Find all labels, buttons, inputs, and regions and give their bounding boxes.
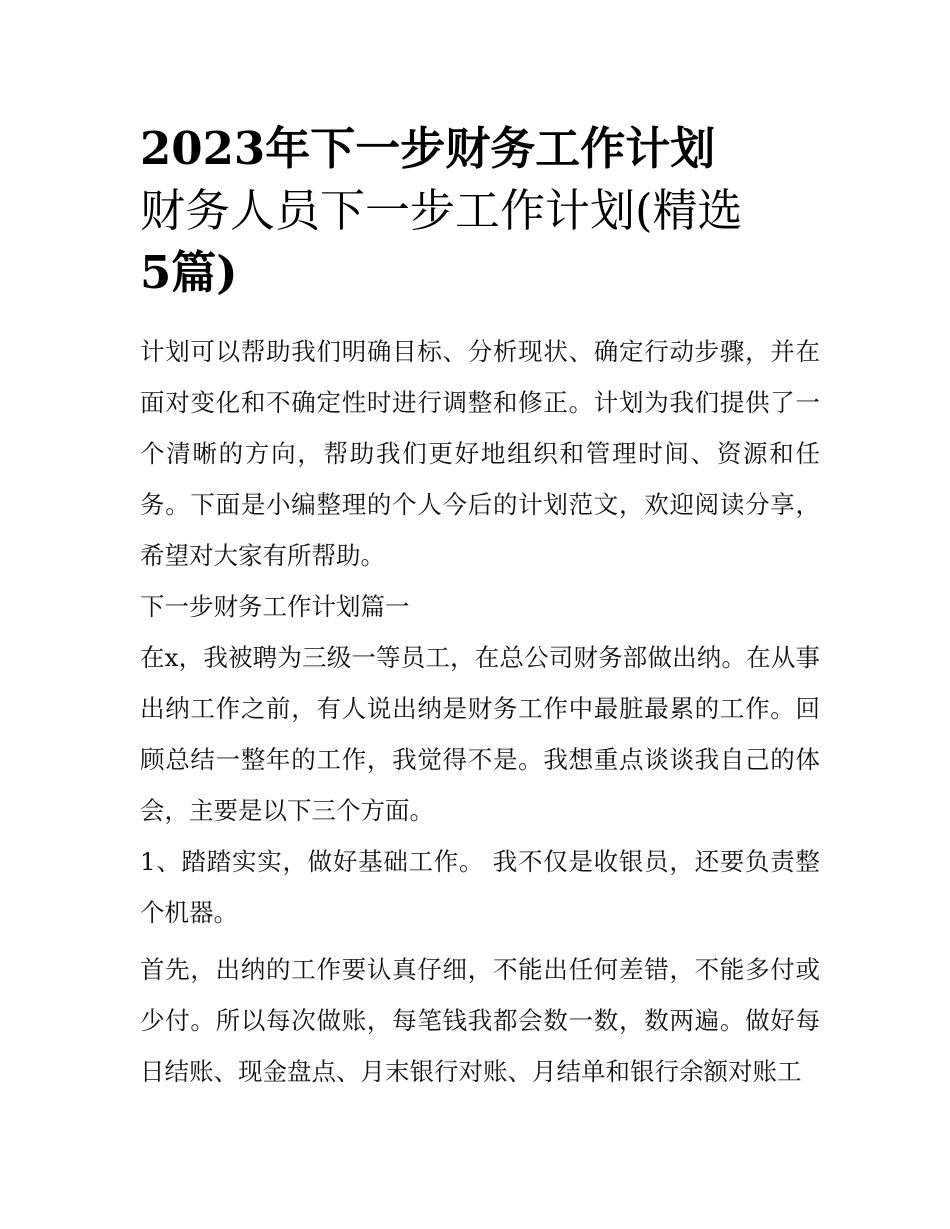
title-line-3: 5篇) [140,246,238,299]
point-1-paragraph: 1、踏踏实实，做好基础工作。 我不仅是收银员，还要负责整个机器。 [140,847,820,927]
body-paragraph-2: 首先，出纳的工作要认真仔细，不能出任何差错，不能多付或少付。所以每次做账，每笔钱我都会数一数，数两遍。做好每日结账、现金盘点、月末银行对账、月结单和银行余额对账工 [140,955,820,1086]
section-heading: 下一步财务工作计划篇一 [140,592,410,621]
body-paragraph-1: 在x，我被聘为三级一等员工，在总公司财务部做出纳。在从事出纳工作之前，有人说出纳是财务工作中最脏最累的工作。回顾总结一整年的工作，我觉得不是。我想重点谈谈我自己的体会，主要是以下三个方面。 [140,643,820,825]
intro-paragraph: 计划可以帮助我们明确目标、分析现状、确定行动步骤，并在面对变化和不确定性时进行调整和修正。计划为我们提供了一个清晰的方向，帮助我们更好地组织和管理时间、资源和任务。下面是小编整理的个人今后的计划范文，欢迎阅读分享，希望对大家有所帮助。 [140,337,820,570]
title-line-1: 2023年下一步财务工作计划 [140,122,716,175]
document-page [140,118,820,1097]
title-line-2: 财务人员下一步工作计划(精选 [140,184,743,237]
document-title [140,118,820,304]
